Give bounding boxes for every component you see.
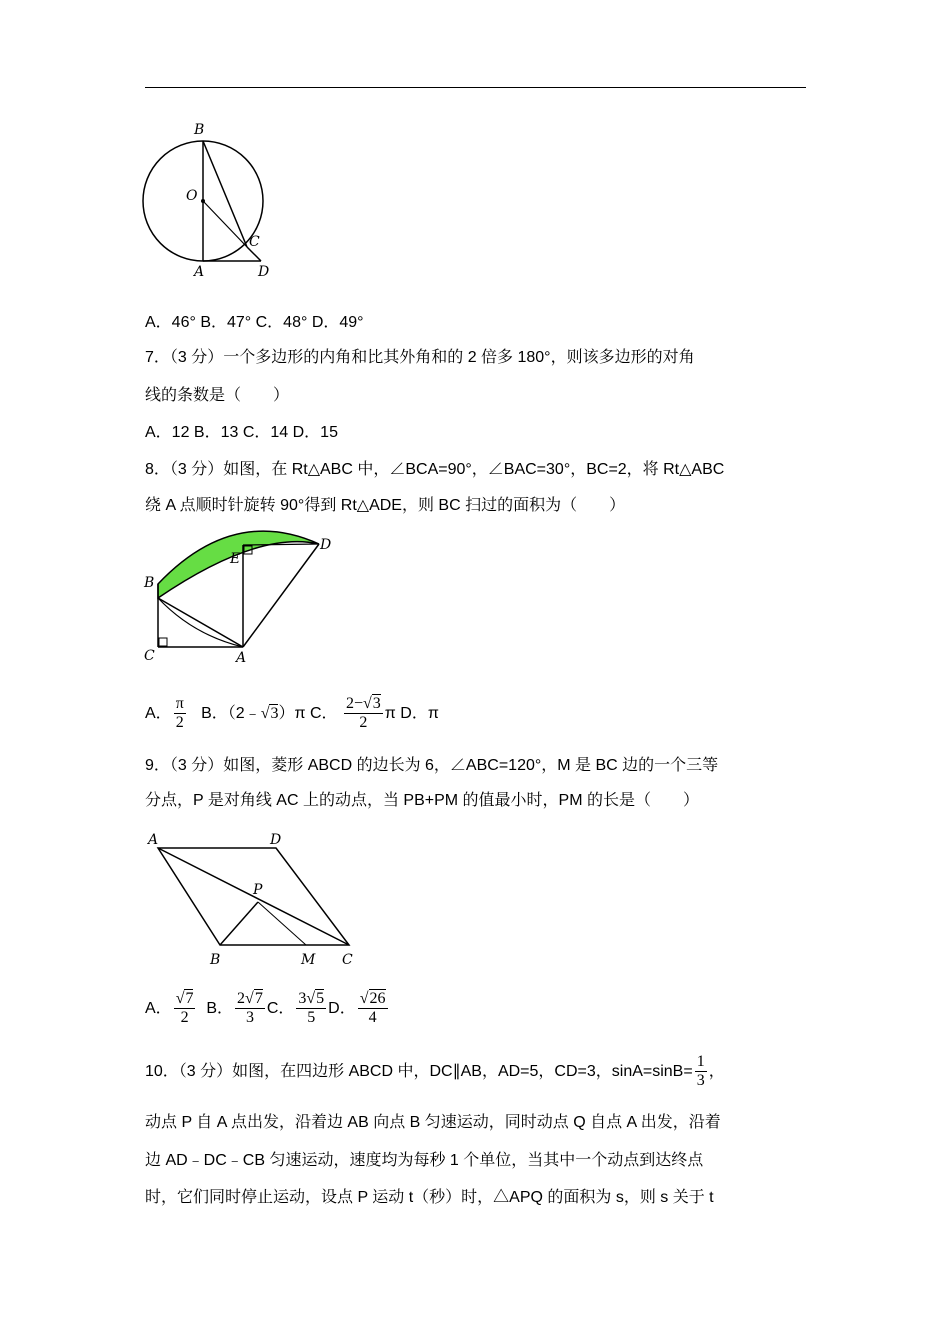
q8-option-c-radicand: 3 [372,695,381,713]
q10-text-4: 时，它们同时停止运动，设点 P 运动 t（秒）时，△APQ 的面积为 s，则 s 关于 t [145,1189,714,1206]
q9-option-d-den: 4 [368,1009,377,1027]
q6-options: A．46° B．47° C．48° D．49° [145,314,364,331]
q9-option-d-label: D． [328,1000,356,1017]
q8-option-a-fraction [174,695,186,732]
q9-option-b-radicand: 7 [254,990,263,1008]
q9-option-a-label: A． [145,1000,172,1017]
q8-label-d: D [320,537,332,553]
q9-option-b-fraction: $\frac{2√7}{3}$ [237,990,263,1027]
q6-circle-figure [135,118,285,288]
q9-option-d-fraction: $\frac{√26}{4}$ [359,990,386,1027]
q8-options: A． $\frac{\pi}{2}$ B．（2﹣√3）π C． $\frac{2-√3}{2}$ π D．π [145,695,439,732]
q9-label-m: M [301,952,316,968]
q9-option-c-label: C． [266,1000,295,1017]
q8-rotation-figure [138,525,338,670]
q9-option-b-den: 3 [245,1009,254,1027]
q10-fraction [695,1053,707,1090]
q9-option-c-fraction: $\frac{3√5}{5}$ [298,990,325,1027]
q8-option-a-label: A． [145,705,172,722]
q9-option-b-coef: 2 [237,990,246,1008]
q10-fraction-num: 1 [696,1053,705,1071]
q9-option-a-fraction: $\frac{√7}{2}$ [175,990,194,1027]
q9-option-c-coef: 3 [298,990,307,1008]
q9-rhombus-figure [140,828,370,973]
q9-label-b: B [210,952,221,968]
q9-text-1: 9．（3 分）如图，菱形 ABCD 的边长为 6，∠ABC=120°，M 是 BC 边的一个三等 [145,757,719,774]
header-rule [145,87,806,88]
q8-option-b-tail: ）π C． [278,705,338,722]
q8-label-e: E [230,551,241,567]
q9-options [145,989,390,1029]
q8-option-a-den: 2 [175,714,184,732]
q9-option-a-den: 2 [180,1009,189,1027]
q6-label-o: O [186,188,198,204]
q9-option-c-den: 5 [307,1009,316,1027]
q9-label-a: A [148,832,159,848]
q6-label-c: C [249,234,260,250]
q10-text-1 [145,1052,725,1092]
q9-label-d: D [270,832,282,848]
q8-text-2: 绕 A 点顺时针旋转 90°得到 Rt△ADE，则 BC 扫过的面积为（ ） [145,497,626,514]
q8-option-a-num: π [175,695,184,713]
q8-label-a: A [236,650,247,666]
q9-label-c: C [342,952,353,968]
q6-label-b: B [194,122,205,138]
q9-option-d-radicand: 26 [369,990,386,1008]
q10-text-1-tail: ， [708,1063,725,1080]
q9-label-p: P [253,882,263,898]
q10-text-1-main: 10．（3 分）如图，在四边形 ABCD 中，DC∥AB，AD=5，CD=3，sinA=sinB= [145,1063,693,1080]
q8-label-b: B [144,575,155,591]
q7-options: A．12 B．13 C．14 D．15 [145,424,338,441]
q8-label-c: C [144,648,155,664]
q9-text-2: 分点，P 是对角线 AC 上的动点，当 PB+PM 的值最小时，PM 的长是（ ） [145,792,699,809]
q9-option-c-radicand: 5 [316,990,325,1008]
q6-label-a: A [194,264,205,280]
q9-option-b-label: B． [206,1000,234,1017]
q8-option-b-radicand: 3 [270,705,279,722]
q7-text-1: 7．（3 分）一个多边形的内角和比其外角和的 2 倍多 180°，则该多边形的对角 [145,349,695,366]
q8-option-c-fraction: $\frac{2-√3}{2}$ [345,695,381,732]
q8-option-c-tail: π D．π [384,705,439,722]
q8-text-1: 8．（3 分）如图，在 Rt△ABC 中，∠BCA=90°，∠BAC=30°，BC=2，将 Rt△ABC [145,461,725,478]
q10-fraction-den: 3 [696,1072,705,1090]
q9-option-a-radicand: 7 [185,990,194,1008]
q8-option-c-num: 2− [345,695,363,713]
q10-text-2: 动点 P 自 A 点出发，沿着边 AB 向点 B 匀速运动，同时动点 Q 自点 A 出发，沿着 [145,1114,721,1131]
q7-text-2: 线的条数是（ ） [145,387,290,404]
q6-label-d: D [258,264,270,280]
q8-option-c-den: 2 [359,714,368,732]
q8-option-b-label: B．（2﹣ [201,705,261,722]
q10-text-3: 边 AD﹣DC﹣CB 匀速运动，速度均为每秒 1 个单位，当其中一个动点到达终点 [145,1152,704,1169]
